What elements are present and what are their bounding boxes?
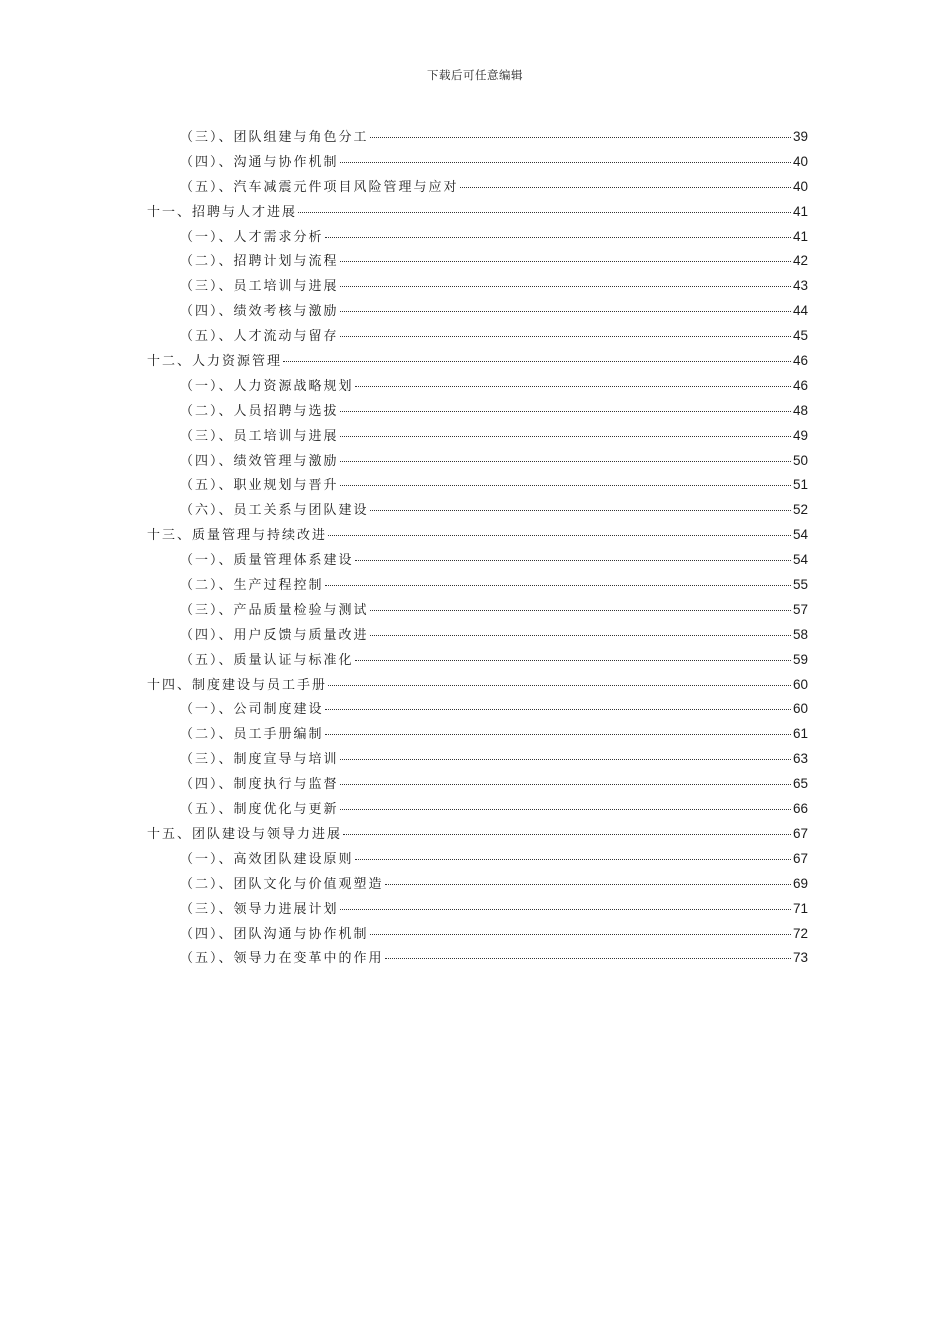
toc-section-entry[interactable] (147, 151, 808, 176)
toc-section-entry[interactable] (147, 425, 808, 450)
toc-entry-title: （五）、质量认证与标准化 (180, 652, 354, 668)
toc-dot-leader (370, 934, 791, 935)
toc-chapter-entry[interactable] (147, 201, 808, 226)
toc-section-entry[interactable] (147, 400, 808, 425)
toc-entry-page-number: 60 (792, 701, 808, 717)
page-header: 下载后可任意编辑 (427, 68, 523, 82)
toc-entry-title: （五）、职业规划与晋升 (180, 478, 339, 494)
toc-dot-leader (340, 784, 791, 785)
toc-entry-page-number: 71 (792, 900, 808, 916)
toc-entry-title: （五）、汽车减震元件项目风险管理与应对 (180, 179, 459, 195)
toc-entry-page-number: 57 (792, 601, 808, 617)
toc-section-entry[interactable] (147, 848, 808, 873)
toc-chapter-entry[interactable] (147, 350, 808, 375)
toc-entry-title: （二）、人员招聘与选拔 (180, 403, 339, 419)
toc-entry-title: 十二、人力资源管理 (147, 354, 283, 370)
toc-dot-leader (340, 436, 791, 437)
toc-entry-page-number: 65 (792, 776, 808, 792)
toc-section-entry[interactable] (147, 226, 808, 251)
toc-section-entry[interactable] (147, 748, 808, 773)
toc-section-entry[interactable] (147, 798, 808, 823)
toc-dot-leader (340, 162, 791, 163)
toc-dot-leader (340, 261, 791, 262)
toc-dot-leader (385, 884, 791, 885)
toc-entry-title: （四）、沟通与协作机制 (180, 154, 339, 170)
toc-dot-leader (340, 909, 791, 910)
toc-section-entry[interactable] (147, 947, 808, 972)
toc-dot-leader (460, 187, 791, 188)
toc-dot-leader (340, 286, 791, 287)
toc-entry-page-number: 43 (792, 278, 808, 294)
toc-entry-title: （四）、绩效考核与激励 (180, 304, 339, 320)
toc-entry-title: （五）、制度优化与更新 (180, 802, 339, 818)
toc-section-entry[interactable] (147, 898, 808, 923)
toc-entry-page-number: 52 (792, 502, 808, 518)
toc-entry-page-number: 51 (792, 477, 808, 493)
toc-entry-title: 十五、团队建设与领导力进展 (147, 826, 343, 842)
toc-section-entry[interactable] (147, 773, 808, 798)
toc-entry-page-number: 54 (792, 527, 808, 543)
toc-section-entry[interactable] (147, 549, 808, 574)
toc-entry-title: （四）、制度执行与监督 (180, 777, 339, 793)
toc-dot-leader (340, 485, 791, 486)
toc-entry-title: （四）、绩效管理与激励 (180, 453, 339, 469)
toc-section-entry[interactable] (147, 450, 808, 475)
toc-entry-title: （二）、生产过程控制 (180, 578, 324, 594)
toc-dot-leader (340, 311, 791, 312)
toc-section-entry[interactable] (147, 624, 808, 649)
toc-entry-title: （二）、团队文化与价值观塑造 (180, 876, 384, 892)
toc-entry-page-number: 58 (792, 626, 808, 642)
toc-section-entry[interactable] (147, 873, 808, 898)
toc-entry-page-number: 41 (792, 203, 808, 219)
toc-entry-title: （二）、员工手册编制 (180, 727, 324, 743)
toc-entry-page-number: 63 (792, 751, 808, 767)
toc-entry-page-number: 46 (792, 353, 808, 369)
table-of-contents (147, 126, 808, 972)
toc-entry-title: （三）、领导力进展计划 (180, 901, 339, 917)
toc-dot-leader (325, 585, 791, 586)
toc-entry-page-number: 48 (792, 402, 808, 418)
toc-dot-leader (325, 734, 791, 735)
toc-dot-leader (340, 809, 791, 810)
toc-dot-leader (370, 635, 791, 636)
toc-dot-leader (340, 759, 791, 760)
toc-entry-page-number: 46 (792, 377, 808, 393)
toc-chapter-entry[interactable] (147, 674, 808, 699)
toc-dot-leader (340, 461, 791, 462)
toc-dot-leader (385, 958, 791, 959)
toc-dot-leader (325, 237, 791, 238)
toc-entry-page-number: 40 (792, 178, 808, 194)
toc-dot-leader (343, 834, 791, 835)
toc-entry-title: （一）、公司制度建设 (180, 702, 324, 718)
toc-entry-title: （三）、员工培训与进展 (180, 428, 339, 444)
toc-entry-page-number: 69 (792, 875, 808, 891)
toc-entry-page-number: 44 (792, 303, 808, 319)
toc-dot-leader (340, 411, 791, 412)
toc-chapter-entry[interactable] (147, 823, 808, 848)
toc-section-entry[interactable] (147, 698, 808, 723)
toc-dot-leader (370, 510, 791, 511)
toc-chapter-entry[interactable] (147, 524, 808, 549)
toc-entry-page-number: 42 (792, 253, 808, 269)
toc-section-entry[interactable] (147, 275, 808, 300)
toc-entry-page-number: 60 (792, 676, 808, 692)
toc-section-entry[interactable] (147, 176, 808, 201)
toc-entry-title: 十四、制度建设与员工手册 (147, 677, 328, 693)
toc-entry-page-number: 72 (792, 925, 808, 941)
toc-entry-page-number: 41 (792, 228, 808, 244)
toc-entry-page-number: 55 (792, 577, 808, 593)
toc-entry-page-number: 67 (792, 850, 808, 866)
toc-section-entry[interactable] (147, 126, 808, 151)
toc-section-entry[interactable] (147, 300, 808, 325)
toc-entry-page-number: 40 (792, 153, 808, 169)
toc-dot-leader (298, 212, 791, 213)
toc-entry-page-number: 50 (792, 452, 808, 468)
toc-entry-title: （一）、高效团队建设原则 (180, 851, 354, 867)
toc-entry-page-number: 66 (792, 801, 808, 817)
toc-entry-title: （四）、团队沟通与协作机制 (180, 926, 369, 942)
toc-dot-leader (355, 560, 791, 561)
toc-entry-title: 十三、质量管理与持续改进 (147, 528, 328, 544)
toc-dot-leader (325, 709, 791, 710)
toc-dot-leader (328, 685, 791, 686)
toc-section-entry[interactable] (147, 723, 808, 748)
toc-entry-title: 十一、招聘与人才进展 (147, 204, 298, 220)
toc-section-entry[interactable] (147, 599, 808, 624)
toc-entry-page-number: 49 (792, 427, 808, 443)
toc-dot-leader (370, 610, 791, 611)
toc-dot-leader (355, 386, 791, 387)
toc-section-entry[interactable] (147, 474, 808, 499)
toc-entry-title: （六）、员工关系与团队建设 (180, 503, 369, 519)
toc-entry-page-number: 59 (792, 651, 808, 667)
toc-entry-title: （三）、产品质量检验与测试 (180, 602, 369, 618)
toc-entry-title: （二）、招聘计划与流程 (180, 254, 339, 270)
toc-section-entry[interactable] (147, 250, 808, 275)
toc-entry-title: （三）、员工培训与进展 (180, 279, 339, 295)
toc-section-entry[interactable] (147, 325, 808, 350)
toc-dot-leader (283, 361, 791, 362)
toc-entry-page-number: 67 (792, 825, 808, 841)
toc-entry-title: （四）、用户反馈与质量改进 (180, 627, 369, 643)
toc-entry-page-number: 73 (792, 950, 808, 966)
toc-entry-title: （五）、人才流动与留存 (180, 329, 339, 345)
toc-entry-page-number: 61 (792, 726, 808, 742)
toc-section-entry[interactable] (147, 923, 808, 948)
toc-entry-title: （一）、人力资源战略规划 (180, 378, 354, 394)
toc-entry-title: （一）、人才需求分析 (180, 229, 324, 245)
toc-section-entry[interactable] (147, 649, 808, 674)
toc-entry-page-number: 45 (792, 328, 808, 344)
toc-dot-leader (355, 859, 791, 860)
toc-section-entry[interactable] (147, 375, 808, 400)
toc-section-entry[interactable] (147, 574, 808, 599)
toc-entry-title: （一）、质量管理体系建设 (180, 553, 354, 569)
toc-dot-leader (370, 137, 791, 138)
toc-dot-leader (328, 535, 791, 536)
toc-entry-page-number: 39 (792, 129, 808, 144)
toc-section-entry[interactable] (147, 499, 808, 524)
toc-entry-title: （三）、团队组建与角色分工 (180, 130, 369, 145)
toc-dot-leader (340, 336, 791, 337)
toc-entry-title: （五）、领导力在变革中的作用 (180, 951, 384, 967)
toc-entry-title: （三）、制度宣导与培训 (180, 752, 339, 768)
toc-entry-page-number: 54 (792, 552, 808, 568)
toc-dot-leader (355, 660, 791, 661)
